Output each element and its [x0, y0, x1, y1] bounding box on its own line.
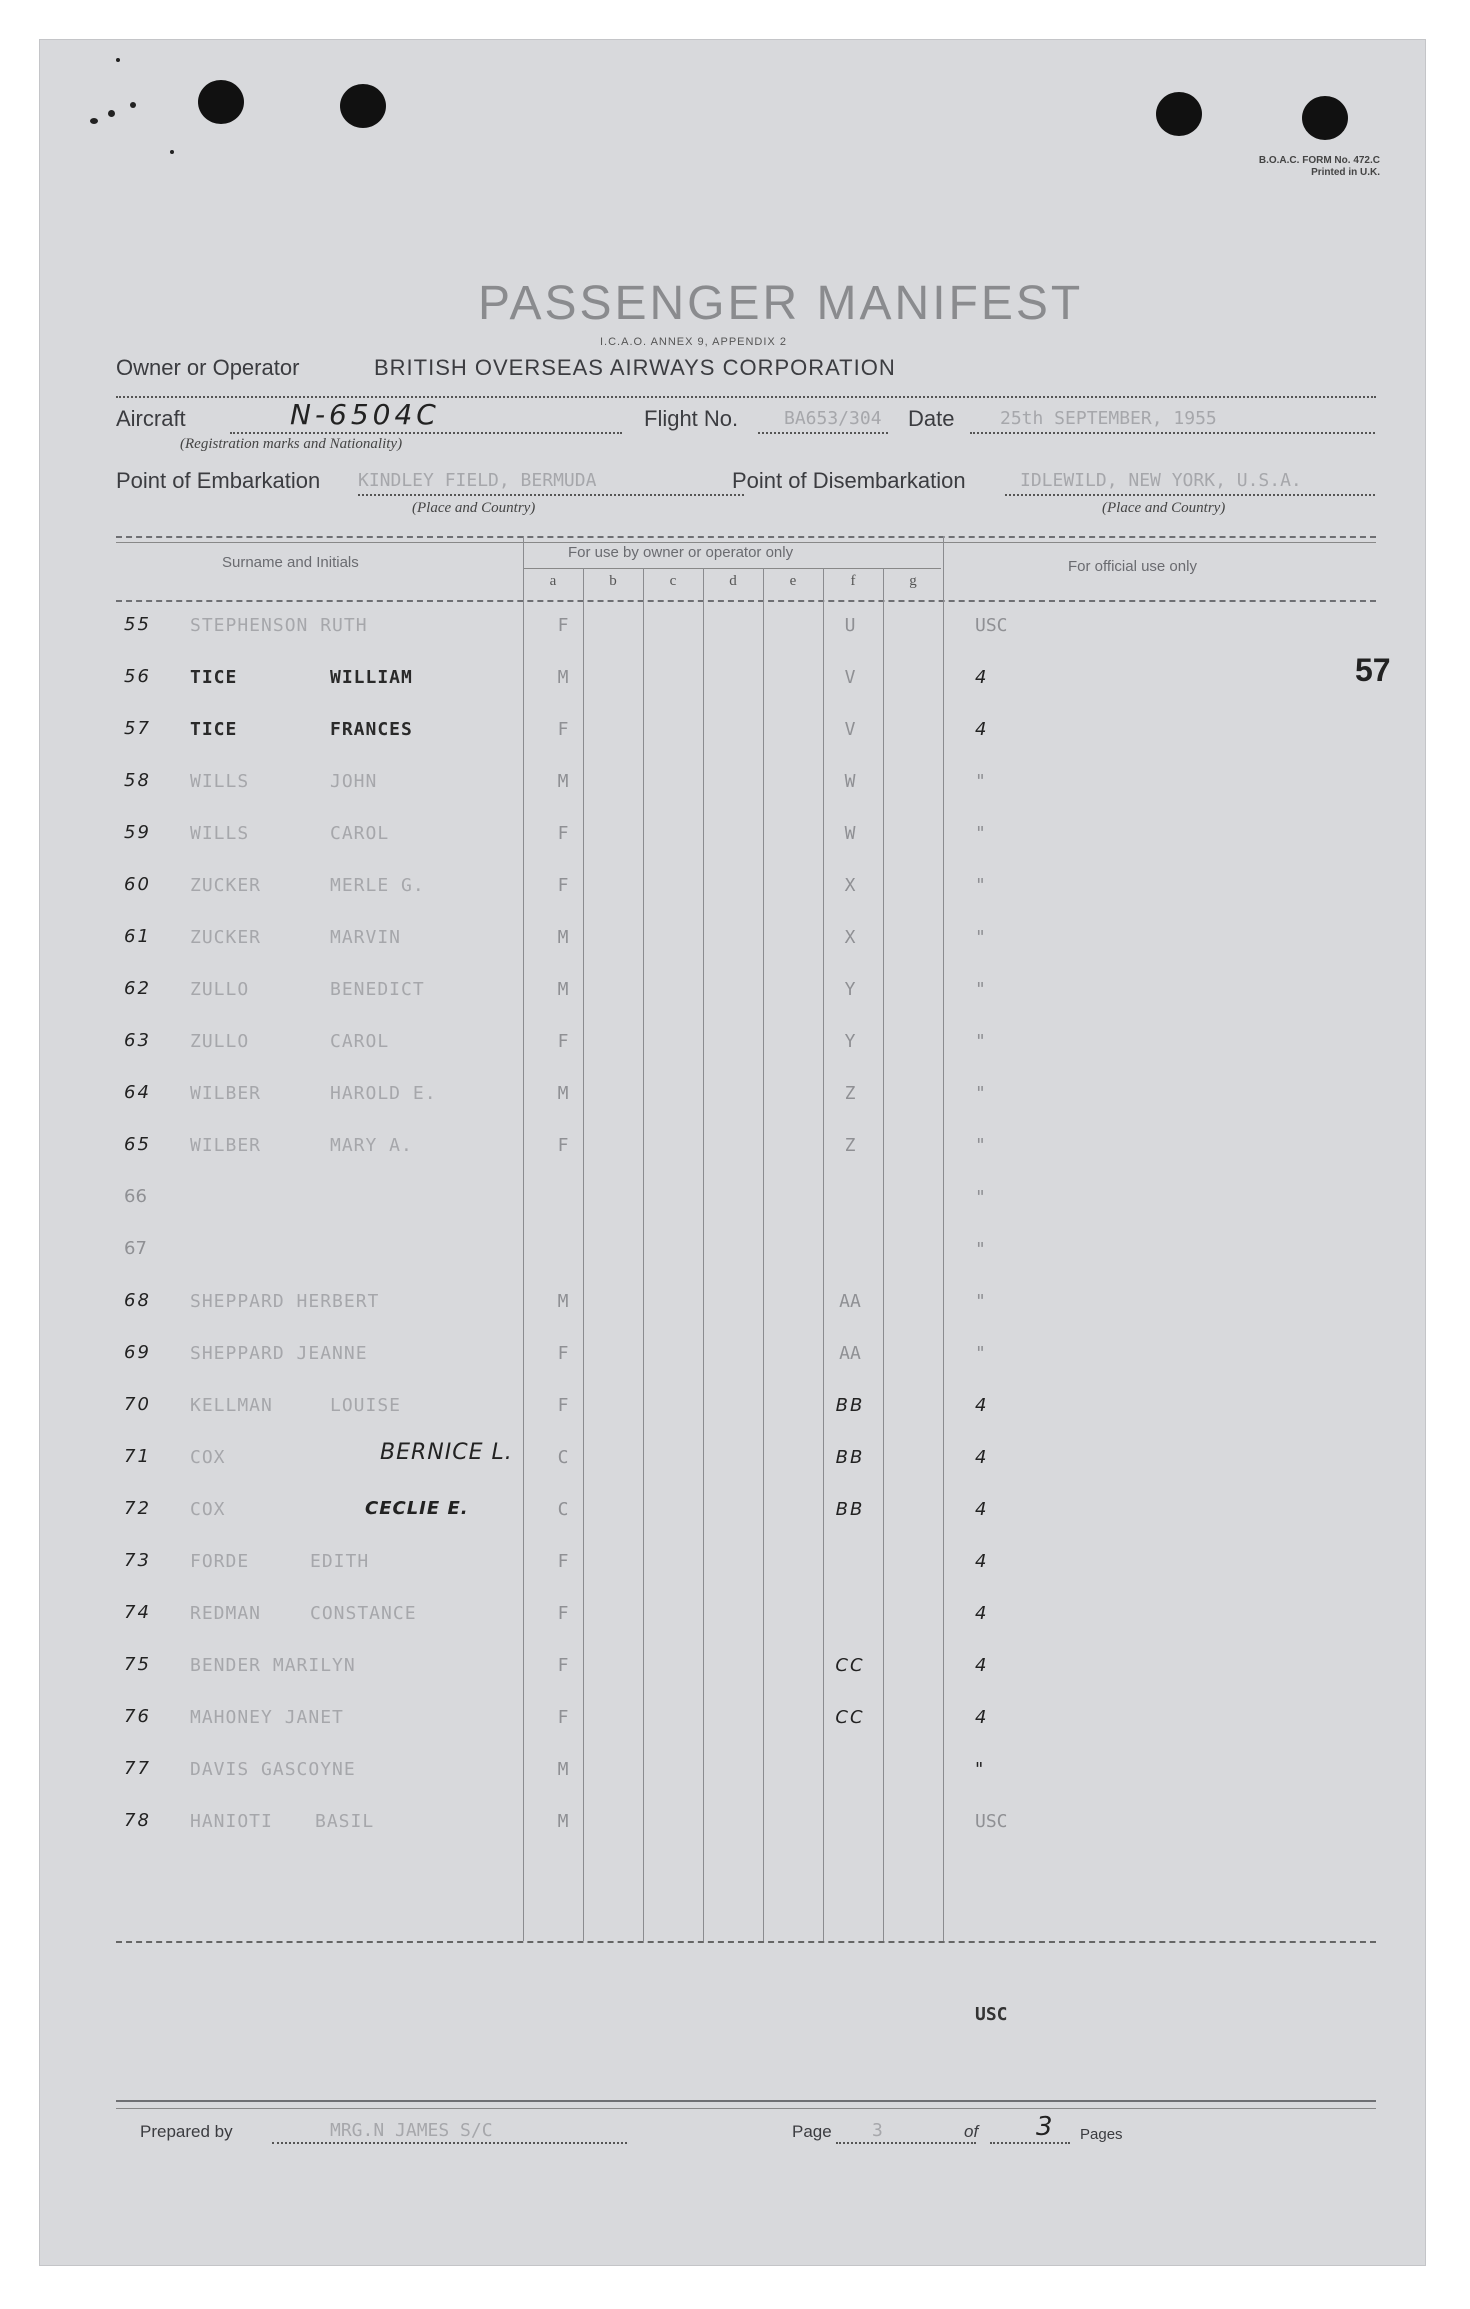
- row-surname: ZUCKER: [190, 927, 262, 948]
- row-col-a: F: [557, 1135, 569, 1156]
- row-number: 56: [124, 666, 151, 687]
- table-bottom-rule: [116, 1941, 1376, 1943]
- row-col-f: V: [844, 667, 856, 688]
- disembark-line: [1005, 494, 1375, 496]
- subcol-c: c: [669, 573, 677, 589]
- row-col-a: C: [557, 1499, 569, 1520]
- table-row: [40, 1438, 1425, 1490]
- date-line: [970, 432, 1375, 434]
- row-official: USC: [975, 615, 1008, 636]
- of-value: 3: [1036, 2112, 1053, 2142]
- prepared-line: [272, 2142, 627, 2144]
- page-title: PASSENGER MANIFEST: [478, 277, 1084, 330]
- row-official: ": [975, 927, 986, 948]
- page-line: [836, 2142, 976, 2144]
- table-row: [40, 1542, 1425, 1594]
- aircraft-value: N-6504C: [290, 398, 440, 431]
- row-col-a: M: [557, 979, 569, 1000]
- manifest-page: [40, 40, 1425, 2265]
- aircraft-line: [230, 432, 622, 434]
- page-value: 3: [872, 2120, 883, 2141]
- row-official: ": [975, 1759, 986, 1780]
- speck: [108, 110, 115, 117]
- table-row: [40, 762, 1425, 814]
- table-row: [40, 1386, 1425, 1438]
- col-name-header: Surname and Initials: [222, 554, 359, 571]
- row-surname: WILBER: [190, 1083, 262, 1104]
- row-surname: HANIOTI: [190, 1811, 273, 1832]
- row-number: 57: [124, 718, 151, 739]
- row-official: 4: [975, 1551, 989, 1572]
- row-number: 64: [124, 1082, 151, 1103]
- row-col-f: BB: [835, 1395, 865, 1416]
- row-initials: LOUISE: [330, 1395, 402, 1416]
- table-row: [40, 1698, 1425, 1750]
- table-row: [40, 1646, 1425, 1698]
- prepared-label: Prepared by: [140, 2122, 233, 2141]
- row-initials: WILLIAM: [330, 667, 413, 688]
- row-official: 4: [975, 1499, 989, 1520]
- bottom-official-stamp: USC: [975, 2004, 1008, 2025]
- row-col-a: C: [557, 1447, 569, 1468]
- row-col-a: M: [557, 927, 569, 948]
- embark-label: Point of Embarkation: [116, 468, 321, 493]
- row-col-f: V: [844, 719, 856, 740]
- row-number: 73: [124, 1550, 151, 1571]
- row-number: 59: [124, 822, 151, 843]
- row-official: ": [975, 771, 986, 792]
- row-col-f: BB: [835, 1447, 865, 1468]
- row-surname: SHEPPARD JEANNE: [190, 1343, 368, 1364]
- table-row: [40, 970, 1425, 1022]
- table-row: [40, 1022, 1425, 1074]
- page-label: Page: [792, 2122, 832, 2141]
- subcol-g: g: [909, 573, 917, 589]
- row-official: ": [975, 1239, 986, 1260]
- row-col-a: F: [557, 1603, 569, 1624]
- of-line: [990, 2142, 1070, 2144]
- row-surname: COX: [190, 1499, 226, 1520]
- row-col-f: X: [844, 927, 856, 948]
- table-row: [40, 866, 1425, 918]
- row-official: USC: [975, 1811, 1008, 1832]
- row-col-f: W: [844, 771, 856, 792]
- row-surname: WILLS: [190, 823, 250, 844]
- row-col-f: CC: [835, 1655, 865, 1676]
- row-surname: TICE: [190, 667, 238, 688]
- row-official: 4: [975, 1603, 989, 1624]
- row-surname: REDMAN: [190, 1603, 262, 1624]
- row-number: 74: [124, 1602, 151, 1623]
- row-col-f: Y: [844, 979, 856, 1000]
- speck: [130, 102, 136, 108]
- form-number-text: B.O.A.C. FORM No. 472.C: [1258, 155, 1380, 166]
- row-initials: MERLE G.: [330, 875, 425, 896]
- row-col-a: F: [557, 615, 569, 636]
- row-surname: WILLS: [190, 771, 250, 792]
- row-col-a: F: [557, 719, 569, 740]
- row-official: ": [975, 1083, 986, 1104]
- row-number: 60: [124, 874, 151, 895]
- row-number: 66: [124, 1186, 147, 1207]
- table-row: [40, 658, 1425, 710]
- row-initials: MARY A.: [330, 1135, 413, 1156]
- punch-hole: [340, 84, 386, 128]
- row-col-a: F: [557, 1395, 569, 1416]
- row-col-f: X: [844, 875, 856, 896]
- table-row: [40, 1802, 1425, 1854]
- embark-value: KINDLEY FIELD, BERMUDA: [358, 470, 597, 491]
- total-count: 57: [1355, 652, 1391, 688]
- disembark-caption: (Place and Country): [1102, 500, 1226, 516]
- row-surname: FORDE: [190, 1551, 250, 1572]
- row-initials: BENEDICT: [330, 979, 425, 1000]
- table-bottom-rule-3: [116, 2108, 1376, 2109]
- row-col-a: M: [557, 667, 569, 688]
- row-initials: FRANCES: [330, 719, 413, 740]
- row-col-a: F: [557, 1551, 569, 1572]
- speck: [170, 150, 174, 154]
- row-surname: MAHONEY JANET: [190, 1707, 344, 1728]
- row-col-f: AA: [839, 1343, 861, 1364]
- punch-hole: [1302, 96, 1348, 140]
- row-col-a: F: [557, 875, 569, 896]
- row-number: 71: [124, 1446, 151, 1467]
- row-col-f: AA: [839, 1291, 861, 1312]
- row-number: 63: [124, 1030, 151, 1051]
- subcol-f: f: [850, 573, 856, 589]
- speck: [90, 118, 98, 124]
- row-number: 67: [124, 1238, 147, 1259]
- date-label: Date: [908, 406, 955, 431]
- disembark-value: IDLEWILD, NEW YORK, U.S.A.: [1020, 470, 1302, 491]
- row-number: 77: [124, 1758, 151, 1779]
- table-row: [40, 1230, 1425, 1282]
- table-row: [40, 1334, 1425, 1386]
- table-row: [40, 606, 1425, 658]
- row-number: 75: [124, 1654, 151, 1675]
- row-number: 65: [124, 1134, 151, 1155]
- table-row: [40, 1594, 1425, 1646]
- row-surname: DAVIS GASCOYNE: [190, 1759, 356, 1780]
- subcol-b: b: [609, 573, 617, 589]
- row-surname: WILBER: [190, 1135, 262, 1156]
- row-col-f: Y: [844, 1031, 856, 1052]
- flight-label: Flight No.: [644, 406, 739, 431]
- embark-line: [358, 494, 744, 496]
- aircraft-label: Aircraft: [116, 406, 186, 431]
- table-row: [40, 710, 1425, 762]
- table-header-bottom-rule: [116, 600, 1376, 602]
- row-number: 69: [124, 1342, 151, 1363]
- row-surname: SHEPPARD HERBERT: [190, 1291, 380, 1312]
- punch-hole: [1156, 92, 1202, 136]
- table-row: [40, 918, 1425, 970]
- row-surname: TICE: [190, 719, 238, 740]
- row-surname: COX: [190, 1447, 226, 1468]
- row-initials: HAROLD E.: [330, 1083, 437, 1104]
- row-col-a: M: [557, 1759, 569, 1780]
- row-col-a: F: [557, 1707, 569, 1728]
- row-number: 70: [124, 1394, 151, 1415]
- row-initials: CONSTANCE: [310, 1603, 417, 1624]
- row-official: 4: [975, 1447, 989, 1468]
- row-col-f: U: [844, 615, 856, 636]
- row-number: 58: [124, 770, 151, 791]
- row-col-f: CC: [835, 1707, 865, 1728]
- row-col-f: W: [844, 823, 856, 844]
- row-surname: ZULLO: [190, 1031, 250, 1052]
- owner-value: BRITISH OVERSEAS AIRWAYS CORPORATION: [374, 355, 896, 380]
- row-number: 61: [124, 926, 151, 947]
- table-row: [40, 1282, 1425, 1334]
- table-bottom-rule-2: [116, 2100, 1376, 2102]
- prepared-value: MRG.N JAMES S/C: [330, 2120, 493, 2141]
- row-col-a: F: [557, 1343, 569, 1364]
- row-col-f: BB: [835, 1499, 865, 1520]
- subcol-a: a: [549, 573, 557, 589]
- punch-hole: [198, 80, 244, 124]
- pages-label: Pages: [1080, 2126, 1123, 2143]
- row-col-f: Z: [844, 1135, 856, 1156]
- row-col-f: Z: [844, 1083, 856, 1104]
- row-col-a: F: [557, 1655, 569, 1676]
- row-number: 76: [124, 1706, 151, 1727]
- flight-line: [758, 432, 888, 434]
- row-initials: CECLIE E.: [365, 1498, 469, 1519]
- row-surname: KELLMAN: [190, 1395, 273, 1416]
- row-col-a: F: [557, 823, 569, 844]
- table-top-rule: [116, 536, 1376, 538]
- of-label: of: [964, 2122, 979, 2141]
- row-initials: JOHN: [330, 771, 378, 792]
- row-col-a: M: [557, 1083, 569, 1104]
- row-official: ": [975, 1343, 986, 1364]
- row-number: 78: [124, 1810, 151, 1831]
- row-initials: BASIL: [315, 1811, 375, 1832]
- row-col-a: F: [557, 1031, 569, 1052]
- row-number: 68: [124, 1290, 151, 1311]
- table-row: [40, 1750, 1425, 1802]
- subcol-d: d: [729, 573, 737, 589]
- row-official: 4: [975, 1395, 989, 1416]
- row-number: 72: [124, 1498, 151, 1519]
- row-official: 4: [975, 1707, 989, 1728]
- row-official: ": [975, 1187, 986, 1208]
- row-surname: ZULLO: [190, 979, 250, 1000]
- row-initials: CAROL: [330, 823, 390, 844]
- flight-value: BA653/304: [784, 408, 882, 429]
- row-official: ": [975, 1135, 986, 1156]
- table-row: [40, 1490, 1425, 1542]
- table-row: [40, 1074, 1425, 1126]
- form-number: [1170, 155, 1380, 179]
- col-owner-header: For use by owner or operator only: [568, 544, 794, 561]
- row-official: 4: [975, 667, 989, 688]
- row-official: ": [975, 875, 986, 896]
- row-official: ": [975, 823, 986, 844]
- owner-label: Owner or Operator: [116, 355, 300, 380]
- row-number: 55: [124, 614, 151, 635]
- row-official: ": [975, 1291, 986, 1312]
- row-col-a: M: [557, 1811, 569, 1832]
- row-col-a: M: [557, 771, 569, 792]
- row-official: 4: [975, 719, 989, 740]
- printed-in-text: Printed in U.K.: [1311, 167, 1380, 178]
- row-col-a: M: [557, 1291, 569, 1312]
- page-subtitle: I.C.A.O. ANNEX 9, APPENDIX 2: [600, 336, 787, 348]
- embark-caption: (Place and Country): [412, 500, 536, 516]
- disembark-label: Point of Disembarkation: [732, 468, 966, 493]
- subcol-e: e: [789, 573, 797, 589]
- speck: [116, 58, 120, 62]
- row-surname: STEPHENSON RUTH: [190, 615, 368, 636]
- row-initials: CAROL: [330, 1031, 390, 1052]
- row-initials: MARVIN: [330, 927, 402, 948]
- row-surname: ZUCKER: [190, 875, 262, 896]
- table-row: [40, 1178, 1425, 1230]
- date-value: 25th SEPTEMBER, 1955: [1000, 408, 1217, 429]
- col-official-header: For official use only: [1068, 558, 1197, 575]
- row-official: ": [975, 1031, 986, 1052]
- table-top-rule-2: [116, 542, 1376, 543]
- row-initials: EDITH: [310, 1551, 370, 1572]
- table-row: [40, 1126, 1425, 1178]
- aircraft-caption: (Registration marks and Nationality): [180, 436, 403, 452]
- table-row: [40, 814, 1425, 866]
- row-official: 4: [975, 1655, 989, 1676]
- row-official: ": [975, 979, 986, 1000]
- row-initials: BERNICE L.: [380, 1440, 513, 1465]
- row-number: 62: [124, 978, 151, 999]
- owner-subheader-rule: [523, 568, 941, 569]
- row-surname: BENDER MARILYN: [190, 1655, 356, 1676]
